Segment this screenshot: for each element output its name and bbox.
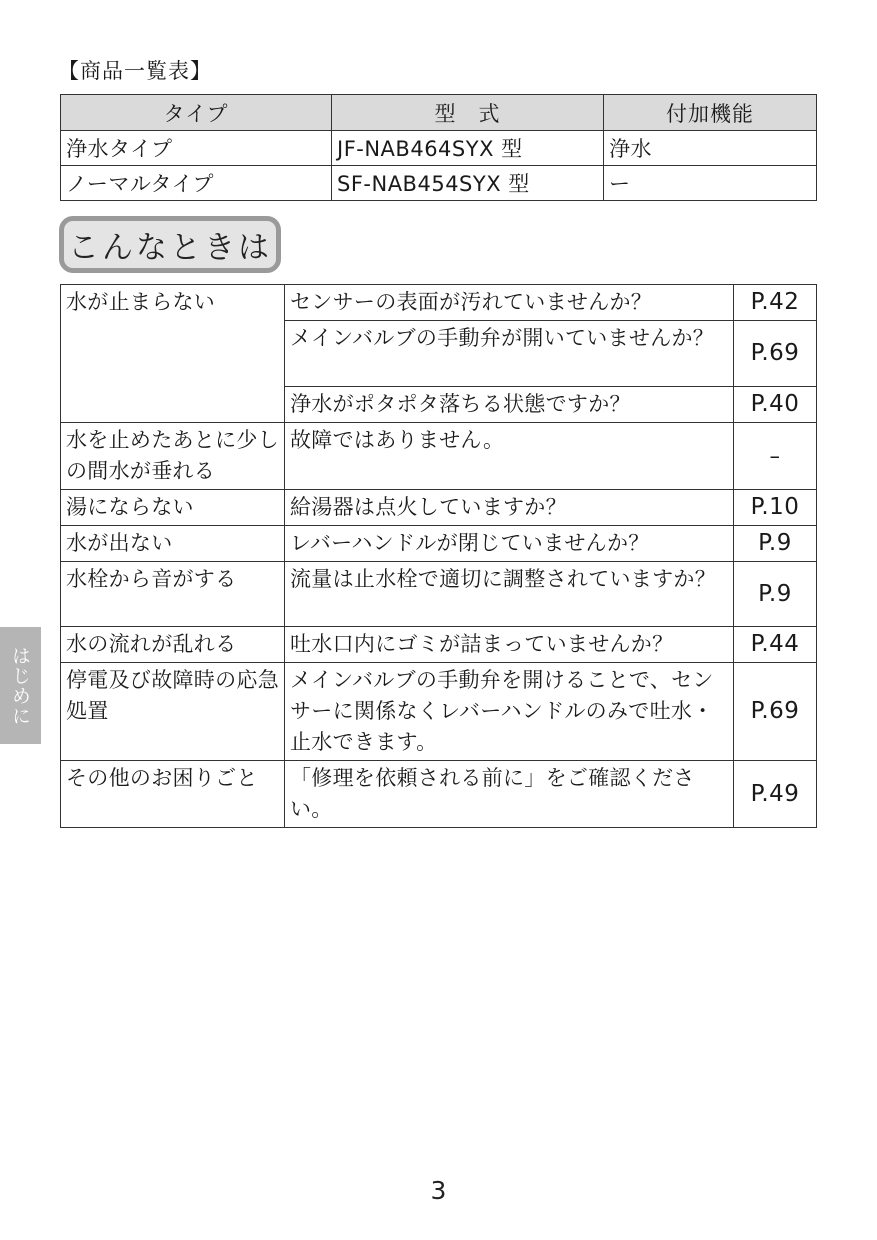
troubleshooting-table xyxy=(60,284,817,828)
product-type: ノーマルタイプ xyxy=(61,166,332,201)
check-cell: 浄水がポタポタ落ちる状態ですか？ xyxy=(285,387,734,423)
symptom-cell: その他のお困りごと xyxy=(61,761,285,828)
check-cell: センサーの表面が汚れていませんか？ xyxy=(285,285,734,321)
symptom-cell: 水を止めたあとに少しの間水が垂れる xyxy=(61,423,285,490)
symptom-cell: 水が止まらない xyxy=(61,285,285,423)
page-reference: P.69 xyxy=(734,663,817,761)
section-title: こんなときは xyxy=(59,216,281,273)
check-cell: 給湯器は点火していますか？ xyxy=(285,490,734,526)
table-row xyxy=(61,526,817,562)
product-table xyxy=(60,94,817,201)
symptom-cell: 水栓から音がする xyxy=(61,562,285,627)
check-cell: メインバルブの手動弁を開けることで、センサーに関係なくレバーハンドルのみで吐水・止水できます。 xyxy=(285,663,734,761)
page-reference: P.9 xyxy=(734,526,817,562)
product-table-header xyxy=(61,95,817,131)
check-cell: レバーハンドルが閉じていませんか？ xyxy=(285,526,734,562)
table-row xyxy=(61,562,817,627)
table-row xyxy=(61,627,817,663)
check-cell: 吐水口内にゴミが詰まっていませんか？ xyxy=(285,627,734,663)
table-row xyxy=(61,663,817,761)
table-row xyxy=(61,761,817,828)
page-reference: P.69 xyxy=(734,321,817,387)
symptom-cell: 水の流れが乱れる xyxy=(61,627,285,663)
check-cell: 故障ではありません。 xyxy=(285,423,734,490)
page-reference: P.44 xyxy=(734,627,817,663)
page-reference: P.49 xyxy=(734,761,817,828)
page-reference: P.42 xyxy=(734,285,817,321)
symptom-cell: 湯にならない xyxy=(61,490,285,526)
symptom-cell: 水が出ない xyxy=(61,526,285,562)
check-cell: メインバルブの手動弁が開いていませんか？ xyxy=(285,321,734,387)
header-type: タイプ xyxy=(61,95,332,131)
table-row xyxy=(61,166,817,201)
page-reference: P.40 xyxy=(734,387,817,423)
table-row xyxy=(61,423,817,490)
page-reference: P.10 xyxy=(734,490,817,526)
check-cell: 「修理を依頼される前に」をご確認ください。 xyxy=(285,761,734,828)
table-row xyxy=(61,285,817,321)
table-row xyxy=(61,490,817,526)
header-feature: 付加機能 xyxy=(604,95,817,131)
chapter-side-tab xyxy=(0,627,41,744)
product-model: JF-NAB464SYX 型 xyxy=(332,131,604,166)
chapter-side-tab-label: はじめに xyxy=(9,645,31,726)
product-list-heading: 【商品一覧表】 xyxy=(58,59,212,83)
product-feature: 浄水 xyxy=(604,131,817,166)
header-model: 型 式 xyxy=(332,95,604,131)
product-type: 浄水タイプ xyxy=(61,131,332,166)
page-number: 3 xyxy=(430,1176,447,1205)
check-cell: 流量は止水栓で適切に調整されていますか？ xyxy=(285,562,734,627)
product-model: SF-NAB454SYX 型 xyxy=(332,166,604,201)
symptom-cell: 停電及び故障時の応急処置 xyxy=(61,663,285,761)
page-reference: P.9 xyxy=(734,562,817,627)
page-reference: – xyxy=(734,423,817,490)
product-feature: ー xyxy=(604,166,817,201)
table-row xyxy=(61,131,817,166)
